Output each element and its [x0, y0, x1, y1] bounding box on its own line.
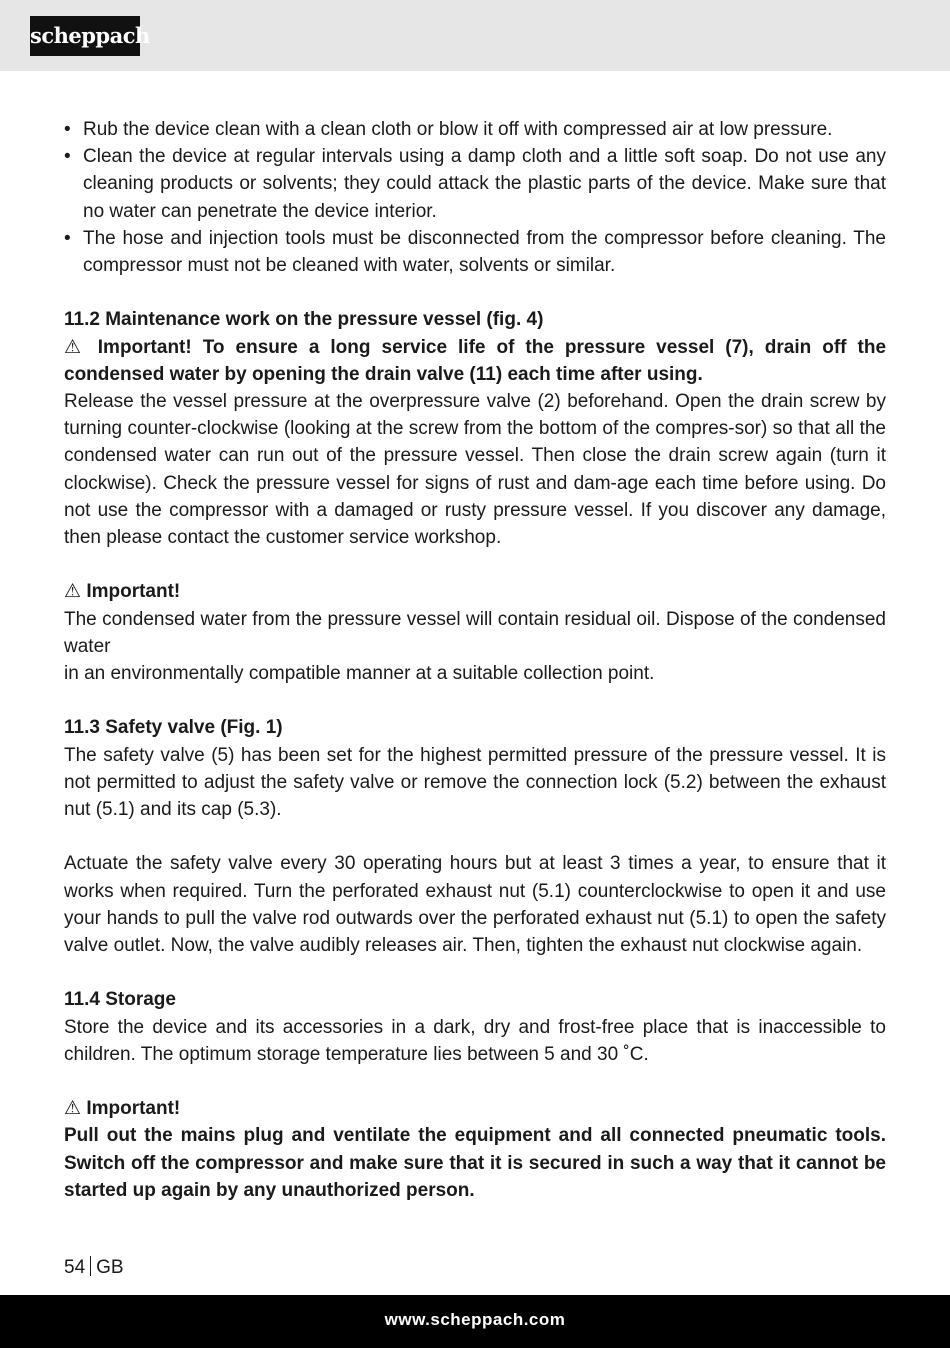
scheppach-logo: scheppach — [30, 16, 140, 56]
cleaning-bullet-list — [64, 116, 886, 279]
warning-icon: ⚠ — [64, 581, 82, 603]
warning-icon: ⚠ — [64, 1098, 82, 1120]
storage-important-body: Pull out the mains plug and ventilate the equipment and all connected pneumatic tools. Switch off the compressor and make sure that it is secured in such a way that it cannot be started up again by any unauthorized person. — [64, 1125, 886, 1201]
safety-valve-para-2: Actuate the safety valve every 30 operating hours but at least 3 times a year, to ensure that it works when required. Turn the perforated exhaust nut (5.1) counterclockwise to open it and use your hands to pull the valve rod outwards over the perforated exhaust nut (5.1) to open the safety valve outlet. Now, the valve audibly releases air. Then, tighten the exhaust nut clockwise again. — [64, 853, 886, 957]
website-link[interactable]: www.scheppach.com — [384, 1310, 566, 1329]
page-footer — [0, 1295, 950, 1348]
page-number: 54 GB — [64, 1257, 124, 1278]
list-item: • Clean the device at regular intervals using a damp cloth and a little soft soap. Do not use any cleaning products or solvents; they could attack the plastic parts of the device. Make sure that no water can penetrate the device interior. — [64, 143, 886, 225]
page-header — [0, 0, 950, 71]
bullet-icon: • — [64, 227, 71, 249]
separator — [90, 1256, 91, 1276]
list-item: • The hose and injection tools must be disconnected from the compressor before cleaning. The compressor must not be cleaned with water, solvents or similar. — [64, 225, 886, 279]
important-label: ⚠ Important! — [64, 1098, 181, 1120]
section-heading-11-4: 11.4 Storage — [64, 989, 176, 1011]
safety-valve-para-1: The safety valve (5) has been set for the highest permitted pressure of the pressure vessel. It is not permitted to adjust the safety valve or remove the connection lock (5.2) between the exhaust nut (5.1) and its cap (5.3). — [64, 744, 886, 821]
document-body — [64, 116, 886, 1204]
important-label: ⚠ Important! — [64, 581, 181, 603]
list-item: • Rub the device clean with a clean cloth or blow it off with compressed air at low pressure. — [64, 116, 886, 143]
section-heading-11-2: 11.2 Maintenance work on the pressure vessel (fig. 4) — [64, 309, 544, 331]
section-heading-11-3: 11.3 Safety valve (Fig. 1) — [64, 717, 283, 739]
warning-icon: ⚠ — [64, 336, 87, 358]
storage-body: Store the device and its accessories in a dark, dry and frost-free place that is inaccessible to children. The optimum storage temperature lies between 5 and 30 ˚C. — [64, 1016, 886, 1065]
section-body-11-2: Release the vessel pressure at the overpressure valve (2) beforehand. Open the drain screw by turning counter-clockwise (looking at the screw from the bottom of the compres-sor) so that all the condensed water can run out of the pressure vessel. Then close the drain screw again (turn it clockwise). Check the pressure vessel for signs of rust and dam-age each time before using. Do not use the compressor with a damaged or rusty pressure vessel. If you discover any damage, then please contact the customer service workshop. — [64, 391, 886, 549]
condensed-water-note-cont: in an environmentally compatible manner at a suitable collection point. — [64, 663, 655, 685]
condensed-water-note: The condensed water from the pressure vessel will contain residual oil. Dispose of the condensed water — [64, 608, 886, 657]
bullet-icon: • — [64, 119, 71, 140]
important-notice: ⚠ Important! To ensure a long service life of the pressure vessel (7), drain off the condensed water by opening the drain valve (11) each time after using. — [64, 336, 887, 385]
bullet-icon: • — [64, 146, 71, 168]
